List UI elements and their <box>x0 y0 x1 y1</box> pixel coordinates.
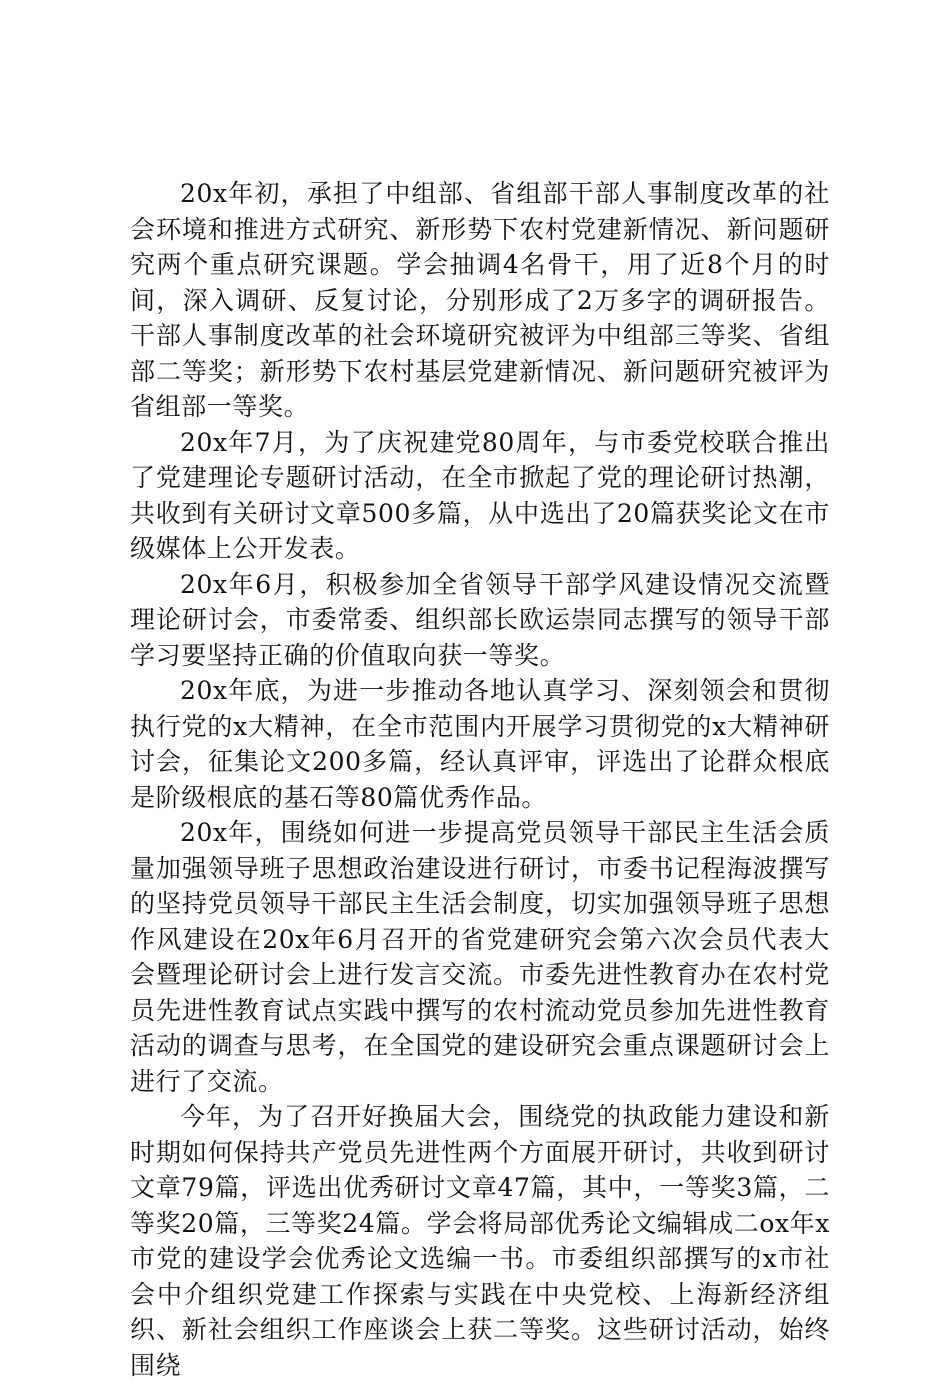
paragraph: 今年，为了召开好换届大会，围绕党的执政能力建设和新时期如何保持共产党员先进性两个方面展开研讨，共收到研讨文章79篇，评选出优秀研讨文章47篇，其中，一等奖3篇，二等奖20篇，三等奖24篇。学会将局部优秀论文编辑成二ox年x市党的建设学会优秀论文选编一书。市委组织部撰写的x市社会中介组织党建工作探索与实践在中央党校、上海新经济组织、新社会组织工作座谈会上获二等奖。这些研讨活动，始终围绕 <box>130 1102 830 1380</box>
paragraph: 20x年7月，为了庆祝建党80周年，与市委党校联合推出了党建理论专题研讨活动，在全市掀起了党的理论研讨热潮，共收到有关研讨文章500多篇，从中选出了20篇获奖论文在市级媒体上公开发表。 <box>130 427 830 563</box>
paragraph: 20x年底，为进一步推动各地认真学习、深刻领会和贯彻执行党的x大精神，在全市范围内开展学习贯彻党的x大精神研讨会，征集论文200多篇，经认真评审，评选出了论群众根底是阶级根底的基石等80篇优秀作品。 <box>130 676 830 812</box>
document-body <box>130 176 830 1383</box>
paragraph: 20x年初，承担了中组部、省组部干部人事制度改革的社会环境和推进方式研究、新形势下农村党建新情况、新问题研究两个重点研究课题。学会抽调4名骨干，用了近8个月的时间，深入调研、反复讨论，分别形成了2万多字的调研报告。干部人事制度改革的社会环境研究被评为中组部三等奖、省组部二等奖；新形势下农村基层党建新情况、新问题研究被评为省组部一等奖。 <box>130 179 830 421</box>
paragraph: 20x年，围绕如何进一步提高党员领导干部民主生活会质量加强领导班子思想政治建设进行研讨，市委书记程海波撰写的坚持党员领导干部民主生活会制度，切实加强领导班子思想作风建设在20x年6月召开的省党建研究会第六次会员代表大会暨理论研讨会上进行发言交流。市委先进性教育办在农村党员先进性教育试点实践中撰写的农村流动党员参加先进性教育活动的调查与思考，在全国党的建设研究会重点课题研讨会上进行了交流。 <box>130 818 830 1096</box>
paragraph: 20x年6月，积极参加全省领导干部学风建设情况交流暨理论研讨会，市委常委、组织部长欧运崇同志撰写的领导干部学习要坚持正确的价值取向获一等奖。 <box>130 569 830 670</box>
